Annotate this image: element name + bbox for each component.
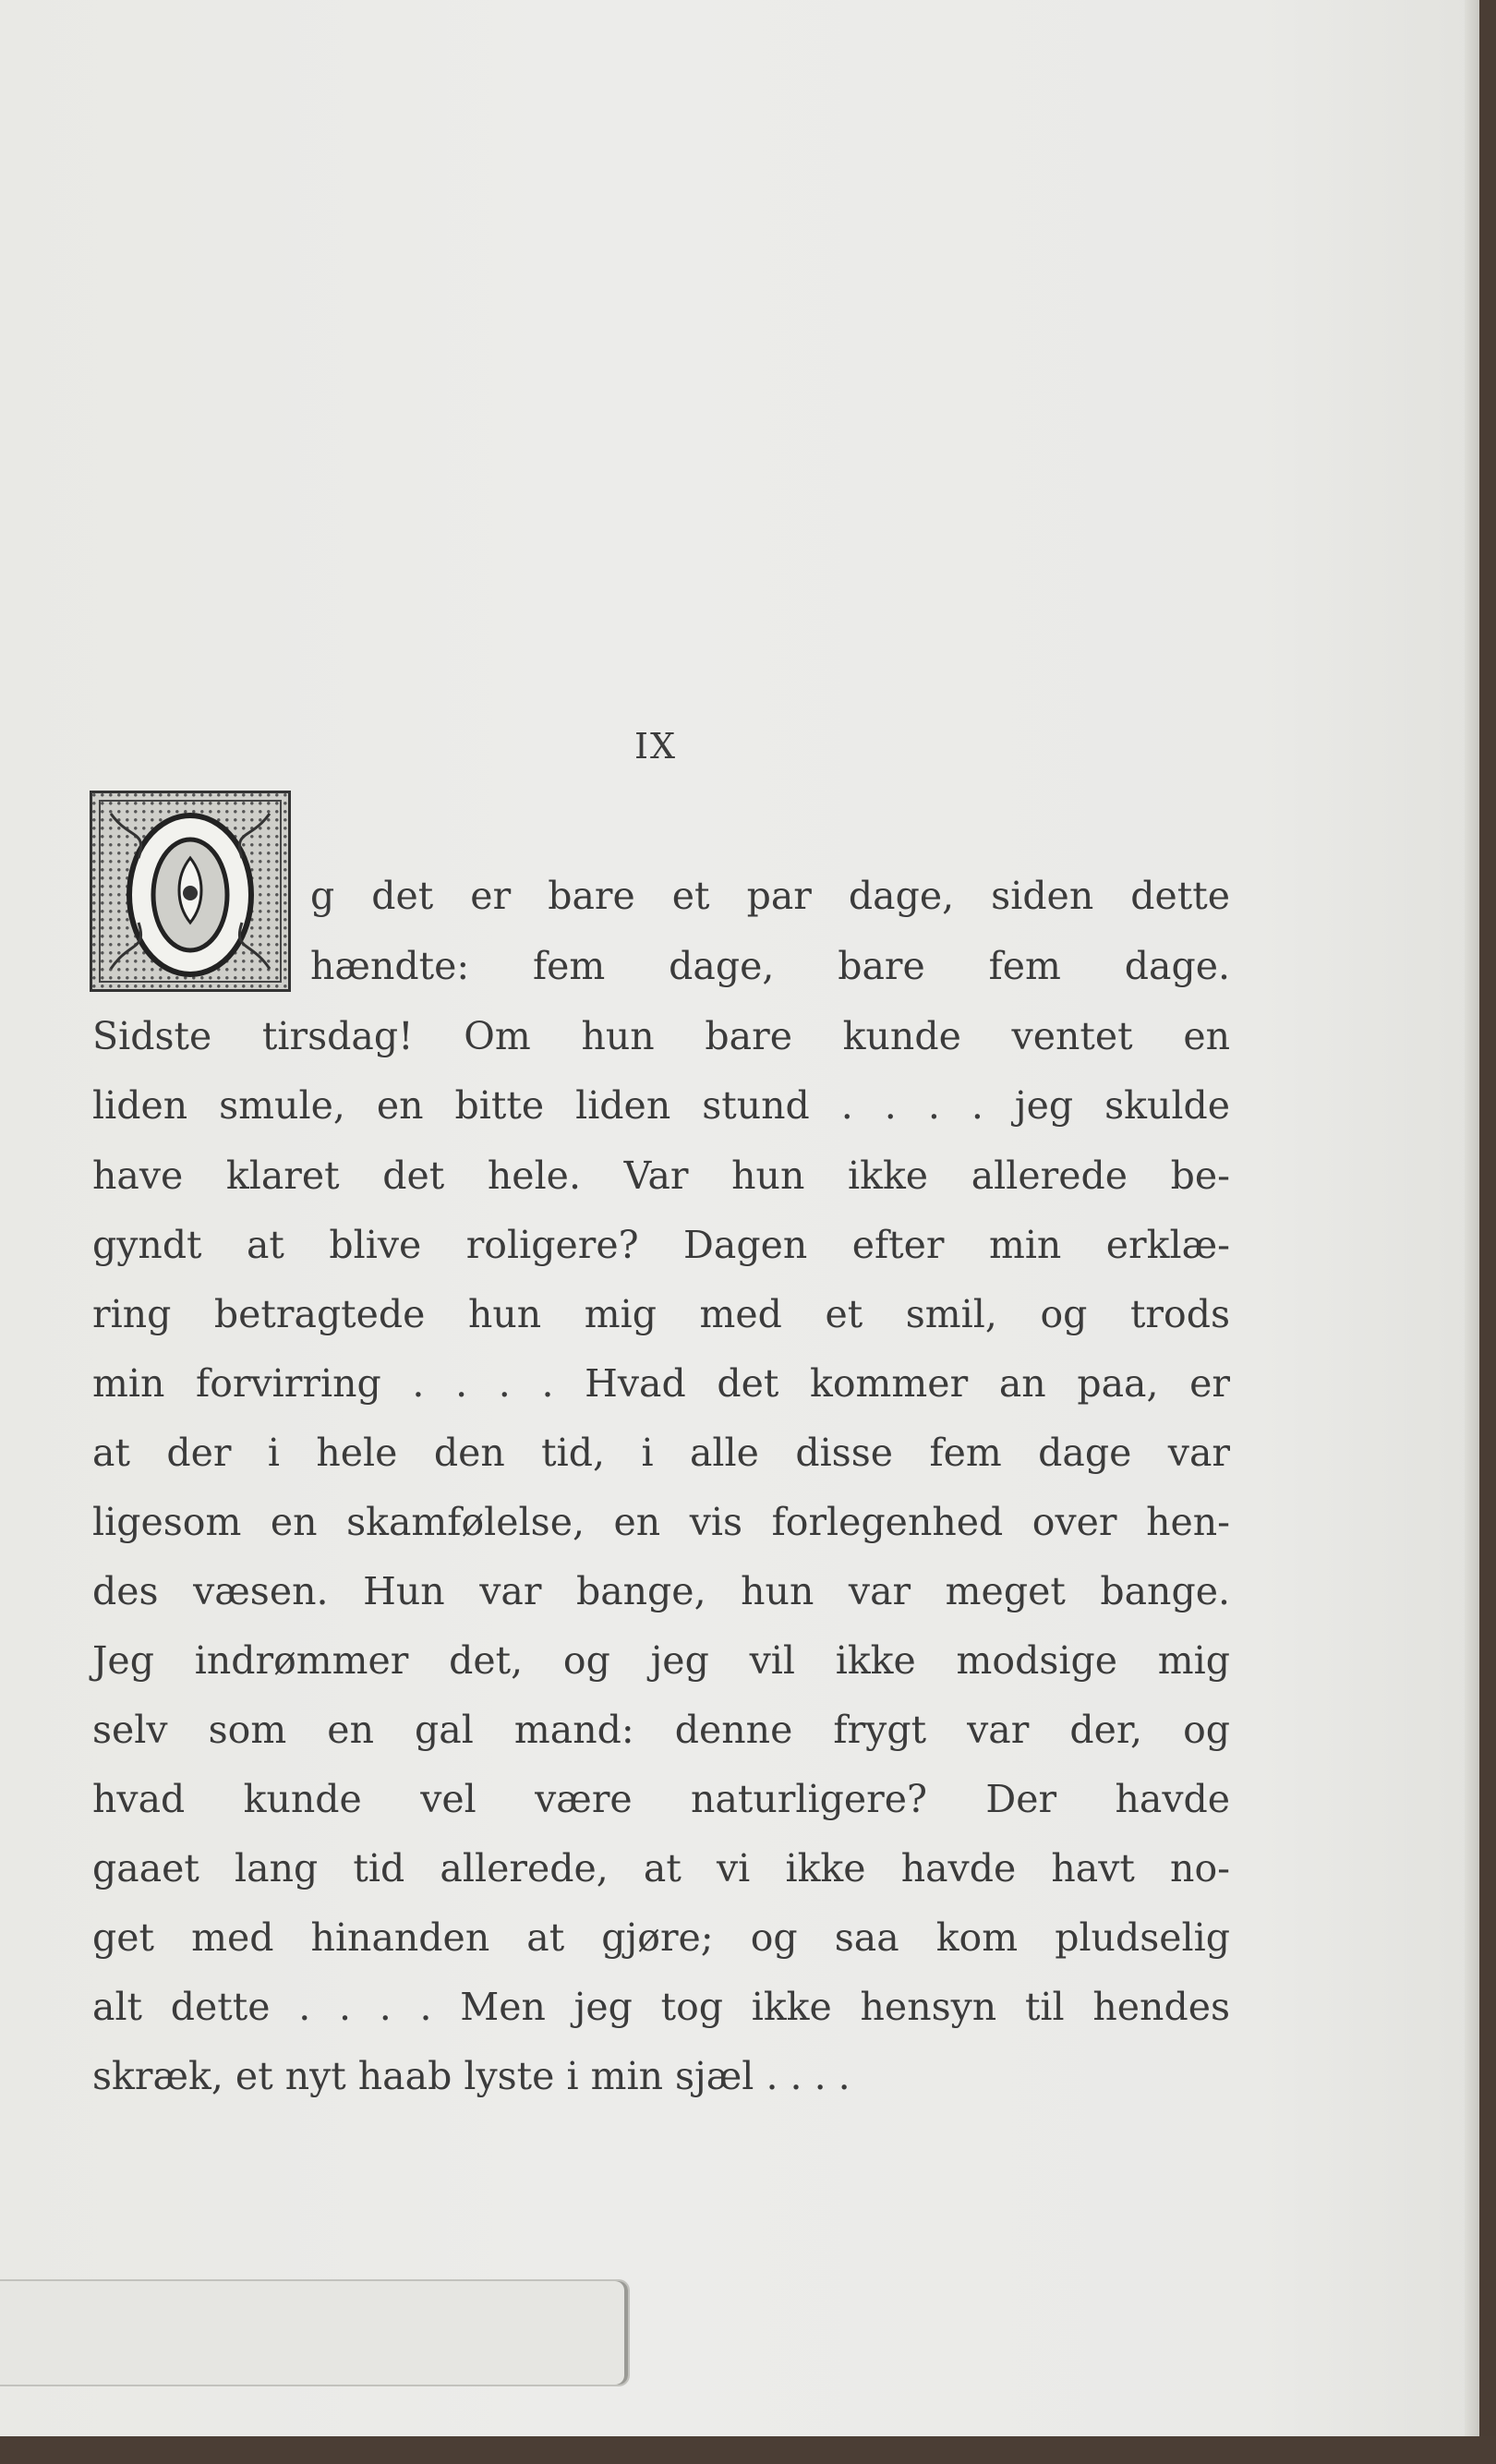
text-line: Jeg indrømmer det, og jeg vil ikke modsige mig <box>92 1638 1230 1683</box>
text-line: min forvirring . . . . Hvad det kommer an paa, er <box>92 1361 1230 1406</box>
text-line: Sidste tirsdag! Om hun bare kunde ventet en <box>92 1014 1230 1058</box>
text-line: hændte: fem dage, bare fem dage. <box>310 944 1230 988</box>
text-line: skræk, et nyt haab lyste i min sjæl . . . . <box>92 2054 851 2098</box>
text-line: alt dette . . . . Men jeg tog ikke hensyn til hendes <box>92 1985 1230 2029</box>
book-cover-edge <box>0 2436 1496 2464</box>
chapter-number: IX <box>633 726 678 767</box>
text-line: get med hinanden at gjøre; og saa kom pludselig <box>92 1915 1230 1960</box>
text-line: gyndt at blive roligere? Dagen efter min erklæ- <box>92 1223 1230 1267</box>
ornament-letter-o-icon <box>92 793 288 989</box>
drop-cap-initial <box>90 791 291 992</box>
text-line: gaaet lang tid allerede, at vi ikke havde havt no- <box>92 1846 1230 1890</box>
text-line: liden smule, en bitte liden stund . . . . jeg skulde <box>92 1083 1230 1128</box>
text-line: g det er bare et par dage, siden dette <box>310 874 1230 918</box>
library-label-tab <box>0 2279 630 2386</box>
text-line: have klaret det hele. Var hun ikke allerede be- <box>92 1153 1230 1198</box>
text-line: ligesom en skamfølelse, en vis forlegenhed over hen- <box>92 1500 1230 1544</box>
text-line: hvad kunde vel være naturligere? Der havde <box>92 1777 1230 1821</box>
text-line: des væsen. Hun var bange, hun var meget bange. <box>92 1569 1230 1613</box>
page-edge <box>1465 0 1479 2436</box>
text-line: at der i hele den tid, i alle disse fem dage var <box>92 1431 1230 1475</box>
text-line: ring betragtede hun mig med et smil, og trods <box>92 1292 1230 1336</box>
text-line: selv som en gal mand: denne frygt var der, og <box>92 1708 1230 1752</box>
